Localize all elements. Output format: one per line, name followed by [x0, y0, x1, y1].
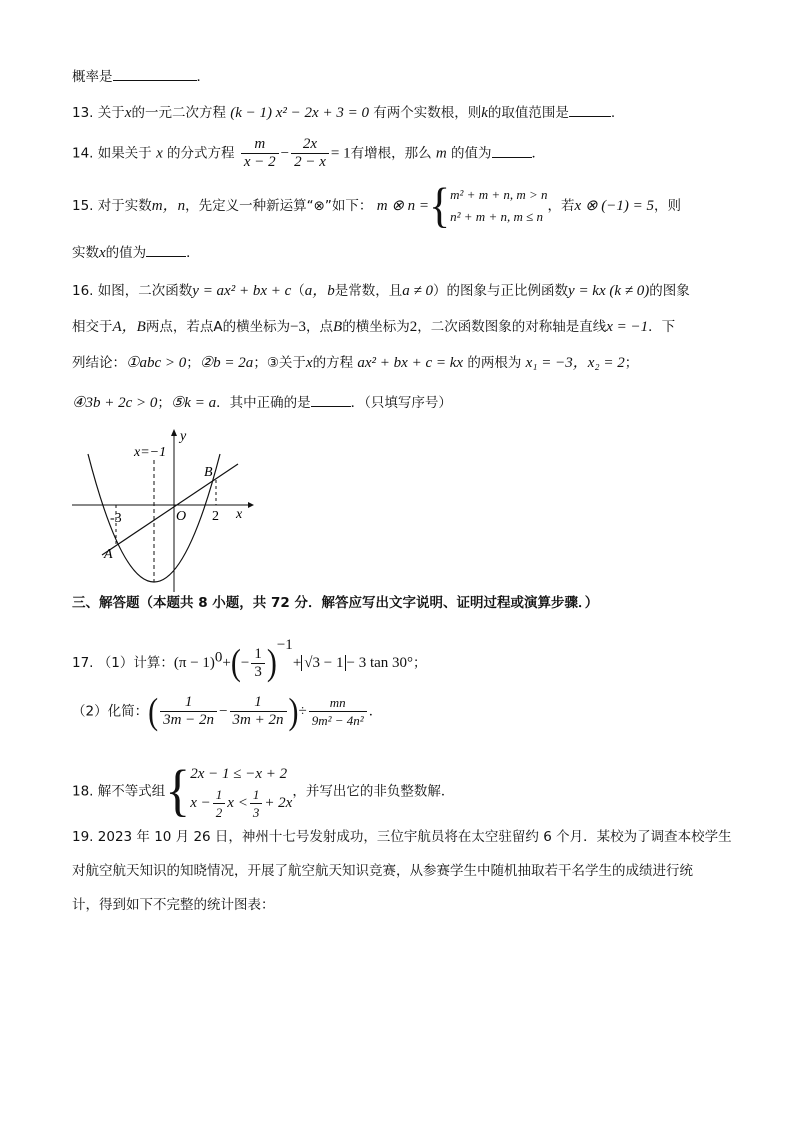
q16-conclusion-4: ④3b + 2c > 0 [72, 395, 158, 411]
q16-l3d: 的两根为 [467, 355, 522, 371]
q17-neg: − [240, 655, 250, 671]
y-axis-arrow [171, 429, 177, 436]
q13-equation: (k − 1) x² − 2x + 3 = 0 [230, 105, 369, 121]
question-number: 17. [72, 655, 94, 671]
question-14: 14. 如果关于 x 的分式方程 $\frac{m}{x - 2}$ − $\frac{2x}{2 - x}$ = 1有增根，那么 m 的值为 ． [72, 136, 546, 170]
q14-m: m [435, 145, 447, 162]
q17-plus: + [222, 655, 231, 671]
q18-text-2: ，并写出它的非负整数解． [292, 783, 455, 800]
q13-text-2: 的一元二次方程 [131, 105, 226, 121]
q18-ineq2-b: x < [227, 794, 248, 811]
q16-sep: ； [157, 395, 171, 411]
question-number: 18. [72, 783, 94, 800]
q14-f1-den: x − 2 [243, 154, 276, 170]
q15-case-1: m² + m + n, m > n [450, 187, 548, 202]
q12-tail-line: 概率是 ． [72, 69, 210, 85]
q16-l4b: ．其中正确的是 [216, 395, 311, 411]
q16-ab: a，b [304, 283, 335, 299]
q16-conclusion-1: ①abc > 0 [126, 355, 187, 371]
left-brace: { [165, 759, 191, 823]
q16-a-neq: a ≠ 0 [402, 283, 434, 299]
question-13: 13. 关于x的一元二次方程 (k − 1) x² − 2x + 3 = 0 有两个实数根，则k的取值范围是 . [72, 105, 616, 121]
q16-text-4: ）的图象与正比例函数 [433, 283, 569, 299]
q15-cases [450, 184, 547, 228]
q16-quadratic: y = ax² + bx + c [192, 283, 292, 299]
q18-ineq2-a: x − [190, 794, 211, 811]
q16-text-1: 如图，二次函数 [97, 283, 193, 299]
q16-text-2: （ [291, 283, 305, 299]
q16-l4c: ．（只填写序号） [350, 395, 452, 411]
q16-conclusion-5: ⑤k = a [170, 395, 217, 411]
q14-var: x [156, 145, 163, 162]
question-17-part-2: （2）化简：( $\frac{1}{3m - 2n}$ − $\frac{1}{3m + 2n}$ )÷ $\frac{mn}{\text{9m² − 4n²}}$ ． [72, 690, 383, 732]
q16-B: B [333, 319, 343, 335]
q17-b-num: 1 [230, 694, 287, 712]
q18-f2-num: 1 [250, 786, 263, 804]
q18-inequality-2 [190, 786, 292, 821]
q16-l2c: ，点 [306, 319, 334, 335]
q15-vars: m，n [151, 198, 186, 214]
question-16-line-1 [72, 282, 690, 300]
paren-close: ) [288, 690, 299, 732]
q17-div: ÷ [298, 703, 307, 720]
point-a-label: A [104, 547, 113, 562]
q14-f2-den: 2 − x [294, 154, 326, 170]
q17-part1-label: （1）计算： [97, 655, 174, 671]
q16-axis: x = −1 [606, 319, 649, 335]
q15-text-5: 实数 [72, 245, 99, 261]
q17-sup-0: 0 [214, 649, 223, 666]
q14-fraction-1 [241, 136, 279, 171]
q17-frac-b [230, 694, 287, 729]
q16-l2f: ．下 [648, 319, 676, 335]
question-15-cont: 实数x的值为 ． [72, 245, 200, 261]
q17-frac-c [309, 694, 367, 729]
q15-text-3: ，若 [547, 198, 575, 214]
q16-l2b: 两点，若点A的横坐标为 [145, 319, 291, 335]
q14-eq: = 1 [330, 145, 351, 162]
q16-l3b: ③关于 [266, 355, 306, 371]
q16-sep: ； [253, 355, 267, 371]
q16-l2e: ，二次函数图象的对称轴是直线 [417, 319, 607, 335]
question-19-line-3: 计，得到如下不完整的统计图表： [72, 897, 275, 913]
q17-dot: ． [368, 703, 383, 720]
q13-text-3: 有两个实数根，则 [373, 105, 482, 121]
answer-blank[interactable] [113, 80, 197, 81]
q18-cases [190, 762, 292, 821]
answer-blank[interactable] [569, 116, 611, 117]
question-19-line-2: 对航空航天知识的知晓情况，开展了航空航天知识竞赛，从参赛学生中随机抽取若干名学生的成绩进行统 [72, 863, 693, 879]
q13-text-4: 的取值范围是 [487, 105, 569, 121]
q15-var: x [99, 245, 106, 261]
q13-k: k [481, 105, 488, 121]
q18-frac-2 [250, 786, 263, 821]
q17-f-num: 1 [251, 646, 265, 664]
paren-open: ( [230, 641, 241, 683]
question-number: 13. [72, 105, 94, 121]
q15-text-1: 对于实数 [97, 198, 152, 214]
q16-roots: x₁ = −3，x₂ = 2 [525, 355, 625, 371]
q12-tail-text: 概率是 [72, 69, 113, 85]
q16-neg3: −3 [290, 319, 307, 335]
question-16-line-4 [72, 394, 452, 412]
q17-abs: √3 − 1 [301, 655, 346, 671]
q16-l2d: 的横坐标为 [342, 319, 410, 335]
x-label: x [236, 507, 243, 522]
question-17-part-1 [72, 636, 427, 681]
q15-lhs: m ⊗ n = [376, 198, 430, 214]
q16-sep: ； [186, 355, 200, 371]
q16-conclusion-2: ②b = 2a [199, 355, 254, 371]
q16-l3c: 的方程 [312, 355, 354, 371]
question-number: 14. [72, 145, 94, 162]
q16-l3e: ； [624, 355, 639, 371]
answer-blank[interactable] [311, 406, 351, 407]
q17-b-den: 3m + 2n [232, 712, 284, 728]
q14-text-4: 的值为 [451, 145, 492, 162]
q17-a-den: 3m − 2n [163, 712, 215, 728]
q16-linear: y = kx (k ≠ 0) [568, 283, 650, 299]
question-number: 15. [72, 198, 94, 214]
q17-c-num: mn [309, 694, 367, 712]
paren-close: ) [266, 641, 277, 683]
question-19-line-1: 19. 2023 年 10 月 26 日，神州十七号发射成功，三位宇航员将在太空驻留约 6 个月．某校为了调查本校学生 [72, 829, 732, 845]
q17-frac-a [160, 694, 217, 729]
q18-ineq2-c: + 2x [264, 794, 293, 811]
question-number: 16. [72, 283, 94, 299]
q17-a-num: 1 [160, 694, 217, 712]
paren-open: ( [148, 690, 159, 732]
question-16-line-3 [72, 354, 638, 372]
q15-text-6: 的值为 [105, 245, 147, 261]
section-3-heading: 三、解答题（本题共 8 小题，共 72 分．解答应写出文字说明、证明过程或演算步骤．） [72, 595, 599, 611]
tick-2: 2 [212, 509, 219, 524]
q18-f1-num: 1 [213, 786, 226, 804]
q16-x: x [305, 355, 313, 371]
q14-text-1: 如果关于 [97, 145, 152, 162]
q17-plus: + [292, 655, 302, 671]
x-axis-arrow [248, 502, 254, 508]
point-b-label: B [204, 465, 213, 480]
q18-text-1: 解不等式组 [97, 783, 166, 800]
q18-inequality-1: 2x − 1 ≤ −x + 2 [190, 766, 288, 782]
left-brace: { [429, 178, 451, 233]
q18-frac-1 [213, 786, 226, 821]
q18-f1-den: 2 [215, 805, 223, 820]
parabola-graph [66, 424, 256, 594]
question-18 [72, 759, 455, 823]
q14-text-3: 有增根，那么 [350, 145, 432, 162]
tick-neg3: -3 [110, 511, 122, 526]
axis-label: x=−1 [134, 445, 167, 460]
q16-equation: ax² + bx + c = kx [357, 355, 464, 371]
q17-c-den: 9m² − 4n² [311, 713, 364, 728]
q17-sup-neg1: −1 [276, 637, 293, 653]
origin-label: O [176, 509, 187, 524]
q16-l3a: 列结论： [72, 355, 126, 371]
q14-f2-num: 2x [291, 136, 329, 154]
answer-blank[interactable] [492, 157, 532, 158]
q15-condition: x ⊗ (−1) = 5 [574, 198, 654, 214]
answer-blank[interactable] [146, 256, 186, 257]
q17-f-den: 3 [254, 663, 262, 680]
q16-two: 2 [409, 319, 418, 335]
q14-f1-num: m [241, 136, 279, 154]
q16-text-3: 是常数，且 [334, 283, 403, 299]
q17-end: ； [413, 655, 427, 671]
q16-l2a: 相交于 [72, 319, 113, 335]
question-16-line-2 [72, 318, 675, 336]
q16-text-5: 的图象 [649, 283, 690, 299]
q14-minus: − [280, 145, 290, 162]
q17-fraction [251, 646, 265, 681]
q13-var: x [124, 105, 132, 121]
q16-AB: A，B [112, 319, 146, 335]
q15-text-4: ，则 [654, 198, 681, 214]
question-15 [72, 178, 681, 233]
q18-f2-den: 3 [252, 805, 260, 820]
q17-expr-a: (π − 1) [173, 655, 215, 671]
q13-text-1: 关于 [97, 105, 125, 121]
q17-part2-label: （2）化简： [72, 703, 149, 720]
q15-text-2: ，先定义一种新运算“⊗”如下： [185, 198, 373, 214]
y-label: y [180, 429, 187, 444]
q15-case-2: n² + m + n, m ≤ n [450, 209, 543, 224]
q17-rest: − 3 tan 30° [346, 655, 414, 671]
q14-fraction-2 [291, 136, 329, 171]
q14-text-2: 的分式方程 [167, 145, 235, 162]
